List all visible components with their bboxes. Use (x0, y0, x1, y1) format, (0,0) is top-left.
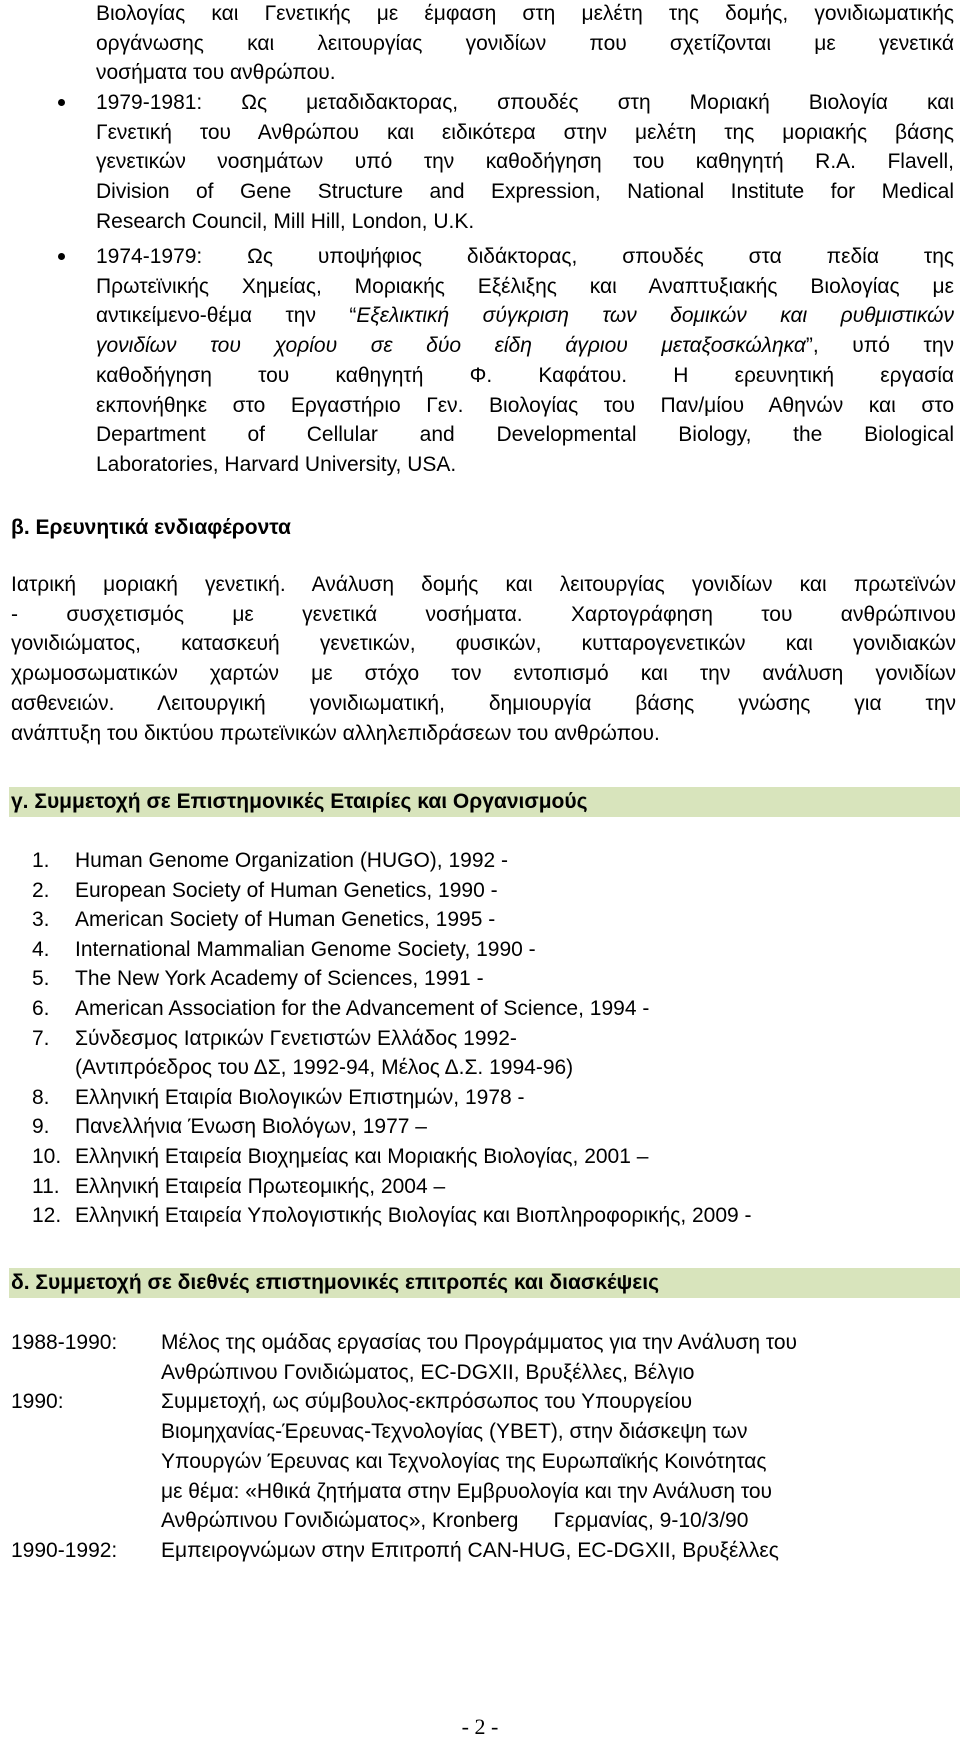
text-line: με θέμα: «Ηθικά ζητήματα στην Εμβρυολογία και την Ανάλυση του (161, 1479, 772, 1503)
list-item-text: American Society of Human Genetics, 1995 - (75, 908, 496, 932)
list-item-text: American Association for the Advancement of Science, 1994 - (75, 996, 650, 1020)
committee-entry (11, 1328, 956, 1387)
list-item-number: 4. (32, 937, 50, 961)
list-item (32, 1083, 952, 1113)
list-item (32, 1112, 952, 1142)
list-item-text: International Mammalian Genome Society, 1990 - (75, 937, 536, 961)
text-line: Ανθρώπινου Γονιδιώματος, EC-DGXII, Βρυξέλλες, Βέλγιο (161, 1360, 695, 1384)
list-item (32, 1142, 952, 1172)
societies-list (32, 846, 952, 1231)
research-interests-paragraph (11, 570, 956, 748)
list-item (32, 935, 952, 965)
entry-description (161, 1536, 956, 1566)
committee-entry (11, 1536, 956, 1566)
education-item-phd (96, 242, 954, 480)
thesis-title-fragment: γονιδίων του χορίου σε δύο είδη άγριου μεταξοσκώληκα (96, 334, 806, 358)
text-line: Συμμετοχή, ως σύμβουλος-εκπρόσωπος του Υπουργείου (161, 1390, 693, 1414)
page-number: - 2 - (461, 1714, 499, 1739)
section-title: β. Ερευνητικά ενδιαφέροντα (11, 516, 291, 539)
text-line: Βιομηχανίας-Έρευνας-Τεχνολογίας (ΥΒΕΤ), στην διάσκεψη των (161, 1420, 748, 1444)
text-line: Βιολογίας και Γενετικής με έμφαση στη μελέτη της δομής, γονιδιωματικής (96, 2, 954, 25)
entry-description (161, 1387, 956, 1536)
text-line: ανάπτυξη του δικτύου πρωτεϊνικών αλληλεπιδράσεων του ανθρώπου. (11, 721, 660, 745)
text-line: καθοδήγηση του καθηγητή Φ. Καφάτου. Η ερευνητική εργασία (96, 363, 954, 387)
committees-list (11, 1328, 956, 1566)
list-item (32, 964, 952, 994)
education-item-postdoc (96, 88, 954, 237)
list-item-number: 5. (32, 967, 50, 991)
list-item-number: 7. (32, 1026, 50, 1050)
section-heading-societies (9, 787, 960, 817)
text-line: Research Council, Mill Hill, London, U.K. (96, 209, 475, 233)
bullet-icon (58, 99, 65, 106)
text-line (96, 331, 954, 361)
list-item-number: 3. (32, 908, 50, 932)
list-item (96, 88, 954, 237)
section-title: δ. Συμμετοχή σε διεθνές επιστημονικές επιτροπές και διασκέψεις (11, 1271, 659, 1294)
list-item-text: Ελληνική Εταιρεία Βιοχημείας και Μοριακής Βιολογίας, 2001 – (75, 1144, 649, 1168)
list-item-number: 10. (32, 1144, 62, 1168)
list-item (32, 994, 952, 1024)
section-heading-research-interests (9, 513, 960, 543)
text-line: 1979-1981: Ως μεταδιδακτορας, σπουδές στη Μοριακή Βιολογία και (96, 91, 954, 114)
text-line: γενετικών νοσημάτων υπό την καθοδήγηση του καθηγητή R.A. Flavell, (96, 150, 954, 174)
list-item-number: 11. (32, 1174, 60, 1198)
list-item-number: 9. (32, 1115, 50, 1139)
entry-description (161, 1328, 956, 1387)
entry-date: 1988-1990: (11, 1331, 118, 1354)
text-line: χρωμοσωματικών χαρτών με στόχο τον εντοπισμό και την ανάλυση γονιδίων (11, 662, 956, 686)
text-line: 1974-1979: Ως υποψήφιος διδάκτορας, σπουδές στα πεδία της (96, 245, 954, 268)
text-line: εκπονήθηκε στο Εργαστήριο Γεν. Βιολογίας του Παν/μίου Αθηνών και στο (96, 393, 954, 417)
text-line: νοσήματα του ανθρώπου. (96, 61, 336, 85)
list-item-text: European Society of Human Genetics, 1990 - (75, 878, 498, 902)
text-line: γονιδιώματος, κατασκευή γενετικών, φυσικών, κυτταρογενετικών και γονιδιακών (11, 632, 956, 656)
text-line: Πρωτεϊνικής Χημείας, Μοριακής Εξέλιξης και Αναπτυξιακής Βιολογίας με (96, 274, 954, 298)
list-item-number: 2. (32, 878, 50, 902)
text-line (96, 301, 954, 331)
text-line: - συσχετισμός με γενετικά νοσήματα. Χαρτογράφηση του ανθρώπινου (11, 602, 956, 626)
list-item (32, 1024, 952, 1054)
list-item-text: Ελληνική Εταιρεία Υπολογιστικής Βιολογίας και Βιοπληροφορικής, 2009 - (75, 1204, 752, 1228)
list-item (32, 846, 952, 876)
thesis-title-fragment: Εξελικτική σύγκριση των δομικών και ρυθμιστικών (356, 304, 954, 328)
text-line: Department of Cellular and Developmental Biology, the Biological (96, 423, 954, 447)
list-item (32, 905, 952, 935)
list-item-text: Human Genome Organization (HUGO), 1992 - (75, 849, 509, 872)
text-line: Laboratories, Harvard University, USA. (96, 452, 457, 476)
list-item-text: Ελληνική Εταιρία Βιολογικών Επιστημών, 1978 - (75, 1085, 525, 1109)
section-title: γ. Συμμετοχή σε Επιστημονικές Εταιρίες και Οργανισμούς (11, 790, 588, 813)
list-item-number: 6. (32, 996, 50, 1020)
text-line: Μέλος της ομάδας εργασίας του Προγράμματος για την Ανάλυση του (161, 1331, 797, 1354)
list-item-text: Σύνδεσμος Ιατρικών Γενετιστών Ελλάδος 1992- (75, 1026, 517, 1050)
text-fragment: ”, υπό την (805, 334, 954, 358)
text-line: Ιατρική μοριακή γενετική. Ανάλυση δομής και λειτουργίας γονιδίων και πρωτεϊνών (11, 573, 956, 596)
committee-entry (11, 1387, 956, 1536)
list-item (96, 242, 954, 480)
entry-date: 1990: (11, 1390, 64, 1414)
section-heading-committees (9, 1268, 960, 1298)
text-line: Υπουργών Έρευνας και Τεχνολογίας της Ευρωπαϊκής Κοινότητας (161, 1449, 767, 1473)
text-line: Ανθρώπινου Γονιδιώματος», Kronberg Γερμανίας, 9-10/3/90 (161, 1509, 749, 1533)
text-line: ασθενειών. Λειτουργική γονιδιωματική, δημιουργία βάσης γνώσης για την (11, 691, 956, 715)
entry-date: 1990-1992: (11, 1538, 118, 1562)
list-item (32, 1201, 952, 1231)
list-item-number: 1. (32, 849, 50, 872)
education-continuation (96, 0, 954, 88)
text-line: Division of Gene Structure and Expression, National Institute for Medical (96, 180, 954, 204)
list-item (32, 876, 952, 906)
list-item-text: Πανελλήνια Ένωση Βιολόγων, 1977 – (75, 1115, 427, 1139)
list-item-number: 8. (32, 1085, 50, 1109)
bullet-icon (58, 253, 65, 260)
text-line: Γενετική του Ανθρώπου και ειδικότερα στην μελέτη της μοριακής βάσης (96, 120, 954, 144)
text-line: οργάνωσης και λειτουργίας γονιδίων που σχετίζονται με γενετικά (96, 31, 954, 55)
list-item (32, 1053, 952, 1083)
text-line: Εμπειρογνώμων στην Επιτροπή CAN-HUG, EC-DGXII, Βρυξέλλες (161, 1538, 779, 1562)
list-item-text: (Αντιπρόεδρος του ΔΣ, 1992-94, Μέλος Δ.Σ. 1994-96) (75, 1056, 574, 1080)
list-item (32, 1172, 952, 1202)
list-item-text: Ελληνική Εταιρεία Πρωτεομικής, 2004 – (75, 1174, 446, 1198)
list-item-number: 12. (32, 1204, 62, 1228)
list-item-text: The New York Academy of Sciences, 1991 - (75, 967, 484, 991)
text-fragment: αντικείμενο-θέμα την “ (96, 304, 357, 328)
